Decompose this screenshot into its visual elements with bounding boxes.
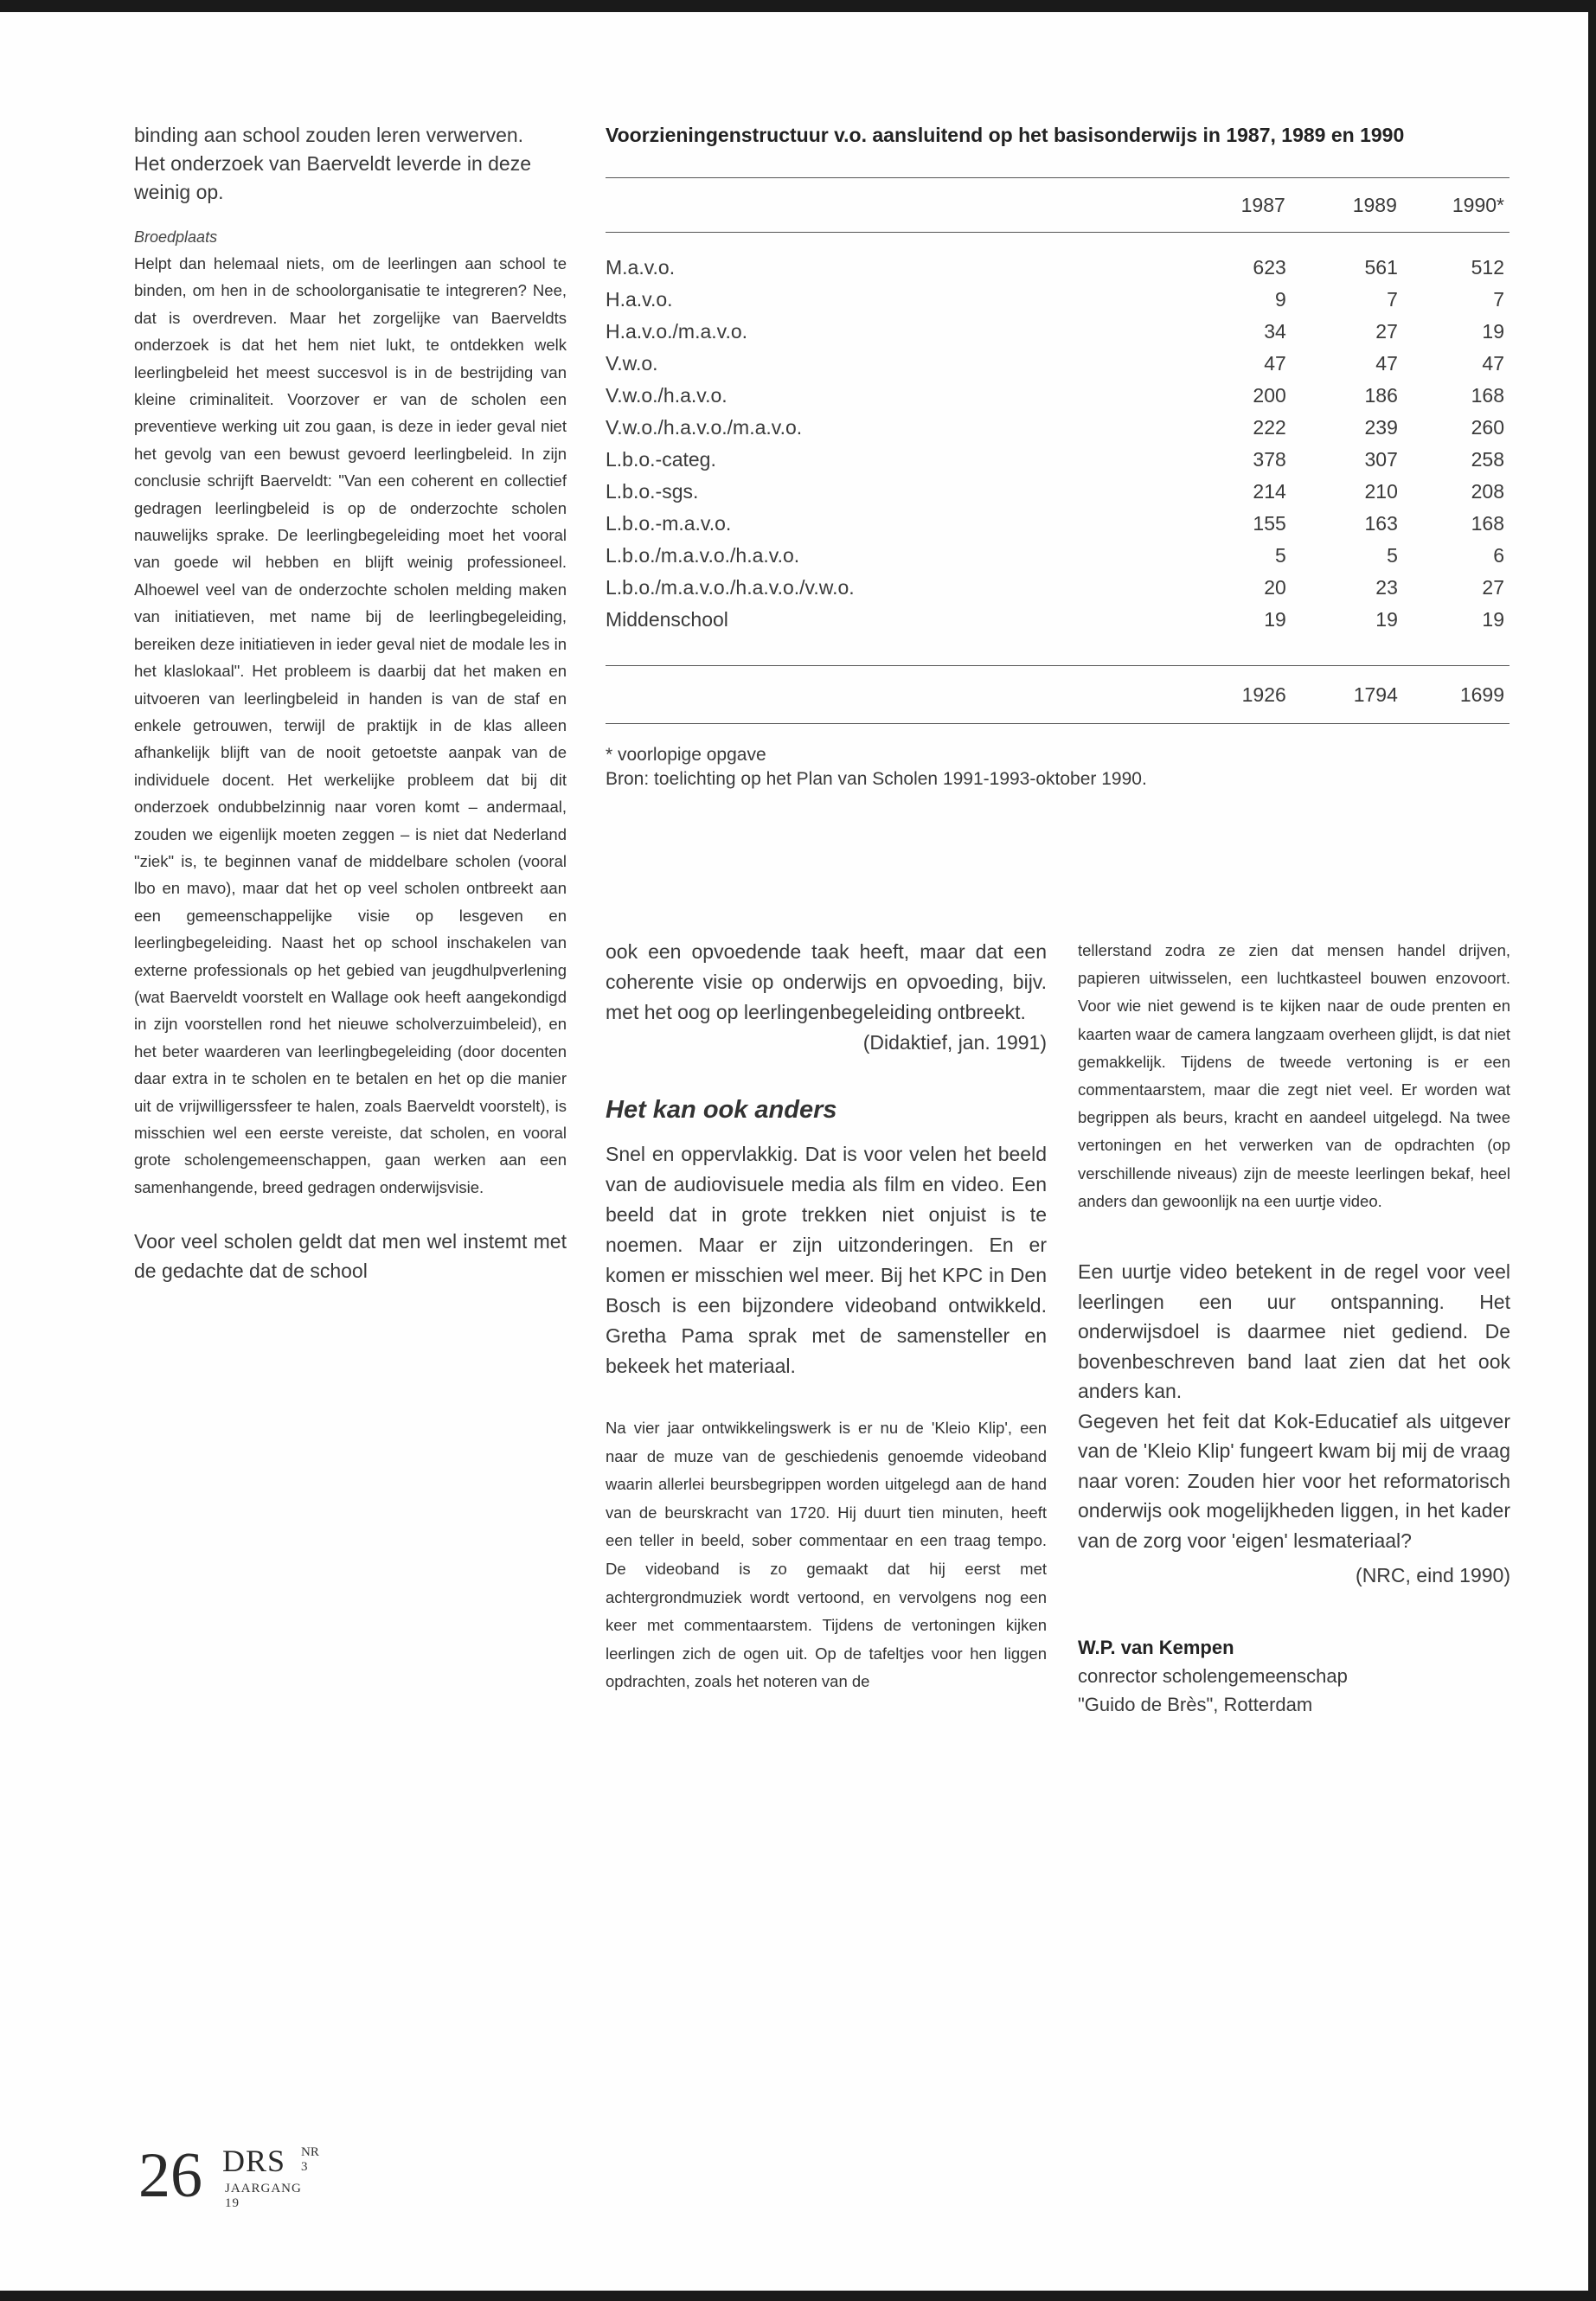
row-label: L.b.o.-categ. bbox=[606, 448, 716, 471]
cell-1990: 260 bbox=[1471, 416, 1504, 439]
table-row bbox=[606, 284, 1509, 316]
cell-1987: 222 bbox=[1253, 416, 1286, 439]
table-header-cell: 1987 bbox=[1179, 178, 1286, 233]
row-label: V.w.o. bbox=[606, 352, 658, 375]
table-row bbox=[606, 412, 1509, 444]
row-label: M.a.v.o. bbox=[606, 256, 676, 279]
total-1990: 1699 bbox=[1398, 666, 1509, 724]
cell-1987: 19 bbox=[1264, 608, 1286, 631]
page-edge-bottom bbox=[0, 2291, 1596, 2301]
cell-1989: 239 bbox=[1364, 416, 1398, 439]
cell-1987: 200 bbox=[1253, 384, 1286, 407]
paragraph-body: Helpt dan helemaal niets, om de leerlingen aan school te binden, om hen in de schoolorganisatie te integreren? Nee, dat is overdreven. Maar het zorgelijke van Baerveldts onderzoek is dat het hem niet lukt, te ontdekken welk leerlingbeleid het meest succesvol is in de bestrijding van kleine criminaliteit. Voorzover er van de scholen een preventieve werking uit zou gaan, is deze in ieder geval niet het gevolg van een bewust gevoerd leerlingbeleid. In zijn conclusie schrijft Baerveldt: "Van een coherent en collectief gedragen leerlingbeleid is op de onderzochte scholen nauwelijks sprake. De leerlingbegeleiding moet het vooral van goede wil hebben en blijft weinig professioneel. Alhoewel veel van de onderzochte scholen melding maken van initiatieven, met name bij de leerlingbegeleiding, bereiken deze initiatieven in ieder geval niet de modale les in het klaslokaal". Het probleem is daarbij dat het maken en uitvoeren van leerlingbeleid in handen is van de staf en enkele getrouwen, terwijl de praktijk in de klas alleen afhankelijk blijft van de nooit getoetste aanpak van de individuele docent. Het werkelijke probleem dat bij dit onderzoek ondubbelzinnig naar voren komt – andermaal, zouden we eigenlijk moeten zeggen – is niet dat Nederland "ziek" is, te beginnen vanaf de middelbare scholen (vooral lbo en mavo), maar dat het op veel scholen ontbreekt aan een gemeenschappelijke visie op lesgeven en leerlingbegeleiding. Naast het op school inschakelen van externe professionals op het gebied van jeugdhulpverlening (wat Baerveldt voorstelt en Wallage ook heeft aangekondigd in zijn voorstellen rond het nieuwe scholverzuimbeleid), en het beter waarderen van leerlingbegeleiding (door docenten daar extra in te scholen en te betalen en het op die manier uit de vrijwilligerssfeer te halen, zoals Baerveldt voorstelt), is misschien wel een eerste vereiste, dat scholen, en vooral grote scholengemeenschappen, gaan werken aan een samenhangende, breed gedragen onderwijsvisie. bbox=[134, 254, 567, 1196]
cell-1987: 378 bbox=[1253, 448, 1286, 471]
row-label: L.b.o./m.a.v.o./h.a.v.o. bbox=[606, 544, 800, 567]
row-label: L.b.o.-m.a.v.o. bbox=[606, 512, 732, 535]
row-label: L.b.o./m.a.v.o./h.a.v.o./v.w.o. bbox=[606, 576, 855, 599]
volume-label: JAARGANG 19 bbox=[225, 2182, 302, 2210]
table-row bbox=[606, 233, 1509, 285]
table-row bbox=[606, 604, 1509, 636]
cell-1990: 168 bbox=[1471, 384, 1504, 407]
cell-1990: 47 bbox=[1482, 352, 1504, 375]
cell-1990: 512 bbox=[1471, 256, 1504, 279]
table-row bbox=[606, 316, 1509, 348]
table-spacer-row bbox=[606, 636, 1509, 666]
cell-1987: 214 bbox=[1253, 480, 1286, 503]
source-signoff: (Didaktief, jan. 1991) bbox=[862, 1031, 1047, 1054]
cell-1990: 27 bbox=[1482, 576, 1504, 599]
cell-1990: 6 bbox=[1493, 544, 1504, 567]
cell-1989: 23 bbox=[1375, 576, 1398, 599]
middle-column bbox=[606, 937, 1047, 1696]
author-role: conrector scholengemeenschap bbox=[1078, 1664, 1348, 1687]
paragraph-question: Gegeven het feit dat Kok-Educatief als uitgever van de 'Kleio Klip' fungeert kwam bij mij de vraag naar voren: Zouden hier voor het reformatorisch onderwijs ook mogelijkheden liggen, in het kader van de zorg voor 'eigen' lesmateriaal? bbox=[1078, 1409, 1510, 1552]
page-edge-top bbox=[0, 0, 1596, 12]
cell-1989: 307 bbox=[1364, 448, 1398, 471]
table-footnote: * voorlopige opgave bbox=[606, 745, 766, 765]
row-label: V.w.o./h.a.v.o. bbox=[606, 384, 727, 407]
table-title: Voorzieningenstructuur v.o. aansluitend op het basisonderwijs in 1987, 1989 en 1990 bbox=[606, 124, 1405, 146]
paragraph-intro-1: binding aan school zouden leren verwerven. bbox=[134, 124, 524, 146]
cell-1989: 47 bbox=[1375, 352, 1398, 375]
cell-1989: 163 bbox=[1364, 512, 1398, 535]
page-number: 26 bbox=[138, 2140, 202, 2211]
total-label bbox=[606, 666, 1179, 724]
row-label: H.a.v.o. bbox=[606, 288, 673, 311]
cell-1987: 155 bbox=[1253, 512, 1286, 535]
cell-1987: 47 bbox=[1264, 352, 1286, 375]
journal-name: DRS bbox=[222, 2144, 286, 2178]
cell-1989: 19 bbox=[1375, 608, 1398, 631]
author-school: "Guido de Brès", Rotterdam bbox=[1078, 1693, 1313, 1715]
total-1987: 1926 bbox=[1179, 666, 1286, 724]
cell-1987: 20 bbox=[1264, 576, 1286, 599]
paragraph-video: Een uurtje video betekent in de regel voor veel leerlingen een uur ontspanning. Het onderwijsdoel is daarmee niet gediend. De bovenbeschreven band laat zien dat het ook anders kan. bbox=[1078, 1260, 1510, 1403]
row-label: L.b.o.-sgs. bbox=[606, 480, 699, 503]
left-column bbox=[134, 121, 567, 1285]
data-table bbox=[606, 177, 1509, 724]
cell-1987: 9 bbox=[1275, 288, 1286, 311]
table-row bbox=[606, 476, 1509, 508]
cell-1987: 5 bbox=[1275, 544, 1286, 567]
table-header-cell: 1990* bbox=[1398, 178, 1509, 233]
cell-1990: 19 bbox=[1482, 608, 1504, 631]
table-header-cell: 1989 bbox=[1286, 178, 1398, 233]
subheading-broedplaats: Broedplaats bbox=[134, 228, 218, 246]
row-label: V.w.o./h.a.v.o./m.a.v.o. bbox=[606, 416, 803, 439]
cell-1989: 186 bbox=[1364, 384, 1398, 407]
cell-1987: 623 bbox=[1253, 256, 1286, 279]
table-header-row bbox=[606, 178, 1509, 233]
source-signoff: (NRC, eind 1990) bbox=[1356, 1564, 1510, 1587]
row-label: Middenschool bbox=[606, 608, 728, 631]
table-total-row bbox=[606, 666, 1509, 724]
cell-1990: 19 bbox=[1482, 320, 1504, 343]
cell-1989: 5 bbox=[1387, 544, 1398, 567]
table-row bbox=[606, 572, 1509, 604]
issue-number: NR 3 bbox=[301, 2145, 319, 2174]
cell-1989: 210 bbox=[1364, 480, 1398, 503]
table-row bbox=[606, 508, 1509, 540]
cell-1989: 27 bbox=[1375, 320, 1398, 343]
paragraph-continuation: tellerstand zodra ze zien dat mensen handel drijven, papieren uitwisselen, een luchtkasteel bouwen enzovoort. Voor wie niet gewend is te kijken naar de oude prenten en kaarten waar de camera langzaam overheen glijdt, is dat niet gemakkelijk. Tijdens de tweede vertoning is er een commentaarstem, maar die zegt niet veel. Er worden wat begrippen als beurs, kracht en aandeel uitgelegd. Na twee vertoningen en het verwerken van de opdrachten (op verschillende niveaus) zijn de meeste leerlingen bekaf, heel anders dan gewoonlijk na een uurtje video. bbox=[1078, 941, 1510, 1210]
table-row bbox=[606, 348, 1509, 380]
cell-1989: 7 bbox=[1387, 288, 1398, 311]
paragraph-body: Na vier jaar ontwikkelingswerk is er nu de 'Kleio Klip', een naar de muze van de geschiedenis genoemde videoband waarin allerlei beursbegrippen worden uitgelegd aan de hand van de beurskracht van 1720. Hij duurt tien minuten, heeft een teller in beeld, sober commentaar en een traag tempo. De videoband is zo gemaakt dat hij eerst met achtergrondmuziek wordt vertoond, en vervolgens nog een keer met commentaarstem. Tijdens de vertoningen kijken leerlingen zich de ogen uit. Op de tafeltjes voor hen liggen opdrachten, zoals het noteren van de bbox=[606, 1419, 1047, 1691]
page-edge-right bbox=[1588, 0, 1596, 2301]
paragraph-closing: Voor veel scholen geldt dat men wel instemt met de gedachte dat de school bbox=[134, 1230, 567, 1283]
cell-1990: 258 bbox=[1471, 448, 1504, 471]
row-label: H.a.v.o./m.a.v.o. bbox=[606, 320, 748, 343]
section-heading: Het kan ook anders bbox=[606, 1096, 837, 1124]
table-row bbox=[606, 444, 1509, 476]
author-name: W.P. van Kempen bbox=[1078, 1636, 1234, 1658]
cell-1987: 34 bbox=[1264, 320, 1286, 343]
right-column bbox=[1078, 937, 1510, 1719]
table-row bbox=[606, 380, 1509, 412]
table-footnotes bbox=[606, 743, 1509, 792]
table-header-cell bbox=[606, 178, 1179, 233]
table-source: Bron: toelichting op het Plan van Scholen 1991-1993-oktober 1990. bbox=[606, 769, 1147, 789]
cell-1990: 7 bbox=[1493, 288, 1504, 311]
cell-1989: 561 bbox=[1364, 256, 1398, 279]
table-block bbox=[606, 121, 1509, 792]
paragraph-intro-2: Het onderzoek van Baerveldt leverde in deze weinig op. bbox=[134, 152, 532, 203]
table-row bbox=[606, 540, 1509, 572]
cell-1990: 208 bbox=[1471, 480, 1504, 503]
paragraph-lead: Snel en oppervlakkig. Dat is voor velen het beeld van de audiovisuele media als film en video. Een beeld dat in grote trekken niet onjuist is te noemen. Maar er zijn uitzonderingen. En er komen er misschien wel meer. Bij het KPC in Den Bosch is een bijzondere videoband ontwikkeld. Gretha Pama sprak met de samensteller en bekeek het materiaal. bbox=[606, 1143, 1047, 1377]
total-1989: 1794 bbox=[1286, 666, 1398, 724]
paragraph-continuation: ook een opvoedende taak heeft, maar dat een coherente visie op onderwijs en opvoeding, bijv. met het oog op leerlingenbegeleiding ontbreekt. bbox=[606, 940, 1047, 1023]
cell-1990: 168 bbox=[1471, 512, 1504, 535]
